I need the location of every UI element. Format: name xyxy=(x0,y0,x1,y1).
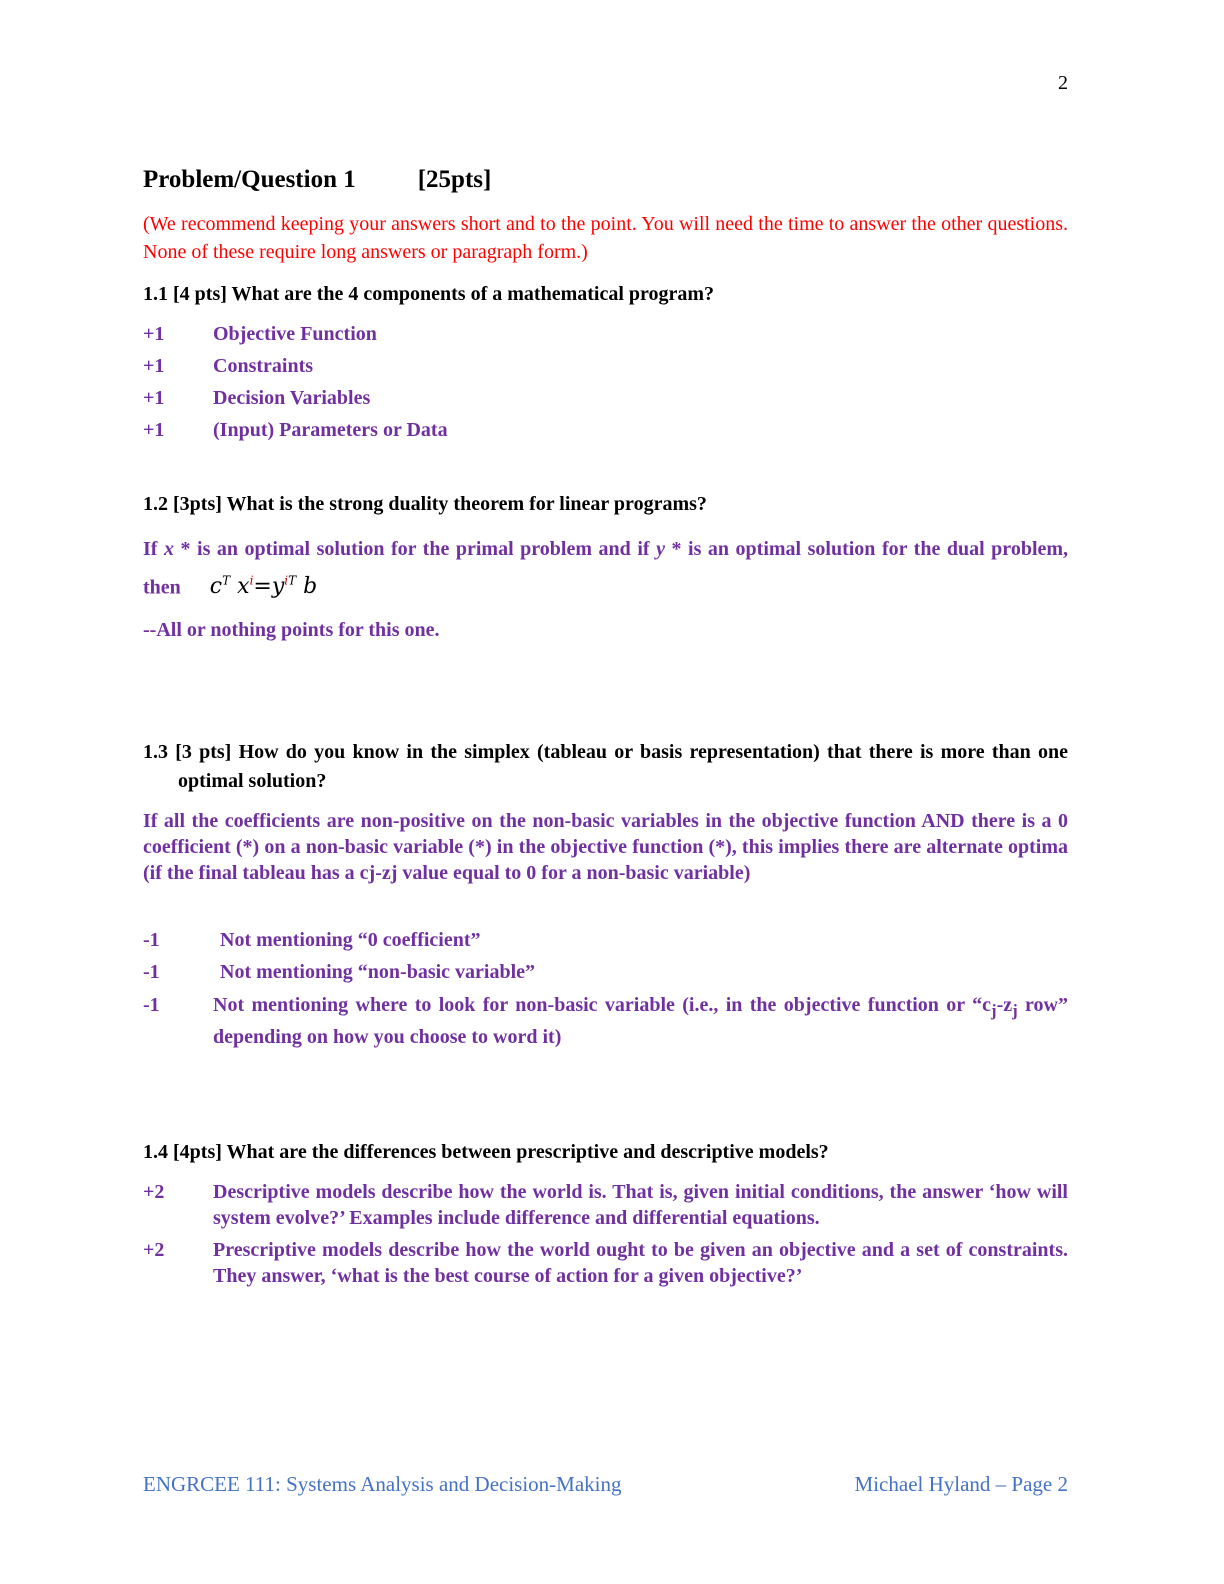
list-item: +2 Prescriptive models describe how the world ought to be given an objective and a set of constraints. They answer, ‘what is the best course of action for a given objective?’ xyxy=(143,1239,1068,1288)
answer-1-2: If x * is an optimal solution for the primal problem and if y * is an optimal solution for the dual problem, then $c^T$ $x^i=y^{iT}$ b xyxy=(143,538,1069,600)
answer-list-1-1 xyxy=(143,318,1068,446)
footer-author-page: Michael Hyland – Page 2 xyxy=(854,1472,1068,1496)
question-1-1: 1.1 [4 pts] What are the 4 components of a mathematical program? xyxy=(143,283,715,305)
list-item: -1 Not mentioning where to look for non-basic variable (i.e., in the objective function or “$c_j-z_j$ row” depending on how you choose to word it) xyxy=(143,994,1068,1049)
question-1-3: 1.3 [3 pts] How do you know in the simplex (tableau or basis representation) that there is more than one optimal solution? xyxy=(143,741,1068,793)
list-item: +1 (Input) Parameters or Data xyxy=(143,419,448,441)
question-1-4: 1.4 [4pts] What are the differences between prescriptive and descriptive models? xyxy=(143,1141,829,1164)
answer-1-3: If all the coefficients are non-positive on the non-basic variables in the objective function AND there is a 0 coefficient (*) on a non-basic variable (*) in the objective function (*), this implies there are alternate optima (if the final tableau has a cj-zj value equal to 0 for a non-basic variable) xyxy=(143,810,1068,885)
list-item: -1 Not mentioning “0 coefficient” xyxy=(143,929,481,952)
list-item: -1 Not mentioning “non-basic variable” xyxy=(143,961,536,984)
answer-list-1-4 xyxy=(143,1179,1068,1289)
page-content xyxy=(143,166,1068,1289)
problem-title-text: Problem/Question 1 xyxy=(143,166,356,193)
instruction-note: (We recommend keeping your answers short and to the point. You will need the time to answer the other questions. None of these require long answers or paragraph form.) xyxy=(143,213,1068,263)
question-1-2: 1.2 [3pts] What is the strong duality theorem for linear programs? xyxy=(143,493,707,515)
rubric-1-2: --All or nothing points for this one. xyxy=(143,619,440,642)
deduction-list-1-3 xyxy=(143,924,1068,1050)
list-item: +1 Objective Function xyxy=(143,323,377,345)
list-item: +1 Constraints xyxy=(143,355,314,377)
problem-title xyxy=(143,166,1068,194)
duality-equation: $c^T$ $x^i=y^{iT}$ b xyxy=(209,574,318,600)
footer-course: ENGRCEE 111: Systems Analysis and Decision-Making xyxy=(143,1472,622,1496)
list-item: +1 Decision Variables xyxy=(143,387,371,409)
list-item: +2 Descriptive models describe how the world is. That is, given initial conditions, the answer ‘how will system evolve?’ Examples include difference and differential equations. xyxy=(143,1181,1068,1230)
page-footer xyxy=(143,1472,1068,1497)
page-number: 2 xyxy=(1058,72,1068,94)
problem-points: [25pts] xyxy=(417,166,492,193)
